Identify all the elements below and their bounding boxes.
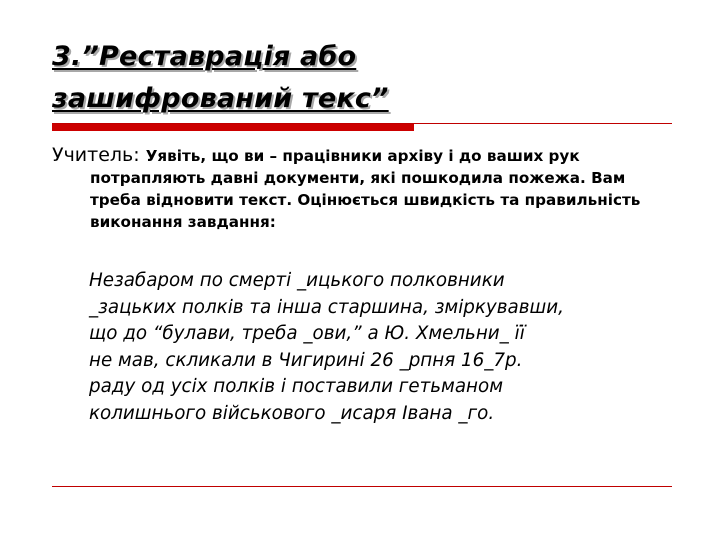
passage-line-3: що до “булави, треба _ови,” а Ю. Хмельни_ її [89,323,525,345]
passage-line-4: не мав, скликали в Чигирині 26 _рпня 16_7р. [89,349,523,371]
title-line-1: 3.”Реставрація або [52,41,357,72]
damaged-text-passage [89,268,679,428]
passage-line-5: раду од усіх полків і поставили гетьманом [89,376,503,398]
instruction-text: Уявіть, що ви – працівники архіву і до ваших рук потрапляють давні документи, які пошкодила пожежа. Вам треба відновити текст. Оцінюється швидкість та правильність виконання завдання: [90,147,641,231]
bottom-divider-line [52,486,672,487]
title-line-2: зашифрований текс” [52,83,389,114]
teacher-instruction [52,144,672,233]
passage-line-6: колишнього військового _исаря Івана _го. [89,402,495,424]
teacher-label: Учитель: [52,144,146,166]
instruction-paragraph [52,144,672,233]
title-accent-bar [52,124,414,131]
slide-title [52,36,612,120]
passage-line-1: Незабаром по смерті _ицького полковники [89,270,505,291]
passage-line-2: _зацьких полків та інша старшина, зміркувавши, [89,296,564,318]
